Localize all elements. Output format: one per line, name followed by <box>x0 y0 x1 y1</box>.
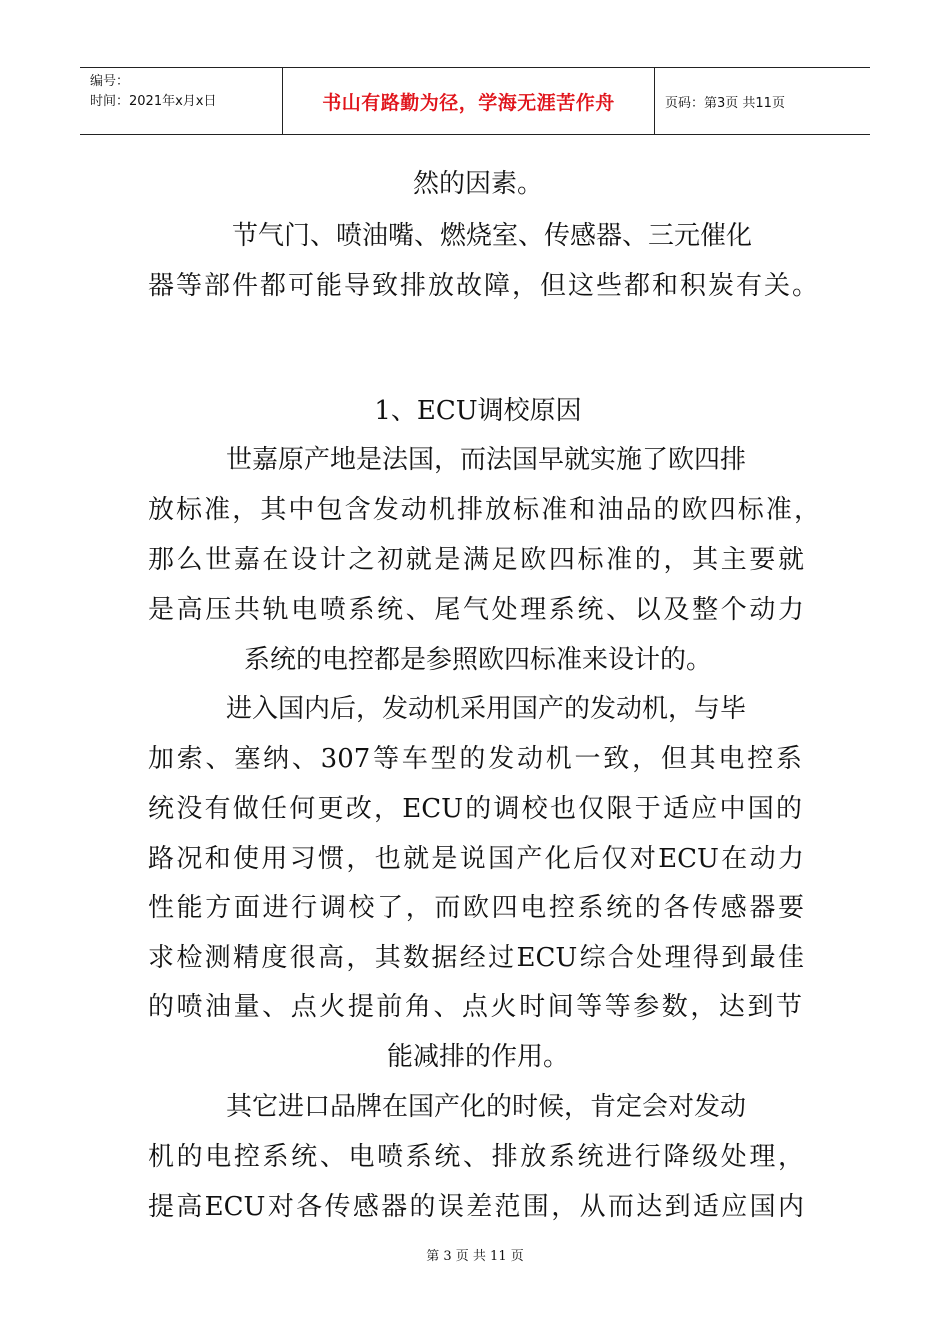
paragraph-line: 其它进口品牌在国产化的时候，肯定会对发动 <box>226 1092 747 1122</box>
paragraph-line: 进入国内后，发动机采用国产的发动机，与毕 <box>226 694 747 724</box>
section-heading: 1、ECU调校原因 <box>374 396 582 426</box>
body-line: 器等部件都可能导致排放故障，但这些都和积炭有关。 <box>148 271 818 301</box>
body-line: 那么世嘉在设计之初就是满足欧四标准的，其主要就 <box>148 545 804 575</box>
body-line: 统没有做任何更改，ECU的调校也仅限于适应中国的 <box>148 794 802 824</box>
body-line: 的喷油量、点火提前角、点火时间等等参数，达到节 <box>148 992 802 1022</box>
body-line: 是高压共轨电喷系统、尾气处理系统、以及整个动力 <box>148 595 804 625</box>
header-meta-cell <box>80 68 283 134</box>
body-line: 能减排的作用。 <box>386 1042 569 1072</box>
body-line: 加索、塞纳、307等车型的发动机一致，但其电控系 <box>148 744 802 774</box>
body-line: 性能方面进行调校了，而欧四电控系统的各传感器要 <box>148 893 804 923</box>
header-page-cell <box>655 68 870 134</box>
body-line: 提高ECU对各传感器的误差范围，从而达到适应国内 <box>148 1192 804 1222</box>
body-line: 机的电控系统、电喷系统、排放系统进行降级处理， <box>148 1142 804 1172</box>
paragraph-line: 世嘉原产地是法国，而法国早就实施了欧四排 <box>226 445 747 475</box>
body-line: 路况和使用习惯，也就是说国产化后仅对ECU在动力 <box>148 844 804 874</box>
body-line: 然的因素。 <box>412 169 543 199</box>
document-time-label: 时间：2021年x月x日 <box>90 94 217 109</box>
document-header <box>80 67 870 135</box>
body-line: 放标准，其中包含发动机排放标准和油品的欧四标准， <box>148 495 820 525</box>
document-number-label: 编号： <box>90 74 130 89</box>
body-line: 系统的电控都是参照欧四标准来设计的。 <box>243 645 712 675</box>
header-motto-cell <box>283 68 655 134</box>
header-motto: 书山有路勤为径，学海无涯苦作舟 <box>322 91 615 114</box>
paragraph-line: 节气门、喷油嘴、燃烧室、传感器、三元催化 <box>232 221 753 251</box>
body-line: 求检测精度很高，其数据经过ECU综合处理得到最佳 <box>148 943 804 973</box>
page-footer: 第 3 页 共 11 页 <box>426 1249 524 1264</box>
header-page-label: 页码：第3页 共11页 <box>665 95 785 111</box>
